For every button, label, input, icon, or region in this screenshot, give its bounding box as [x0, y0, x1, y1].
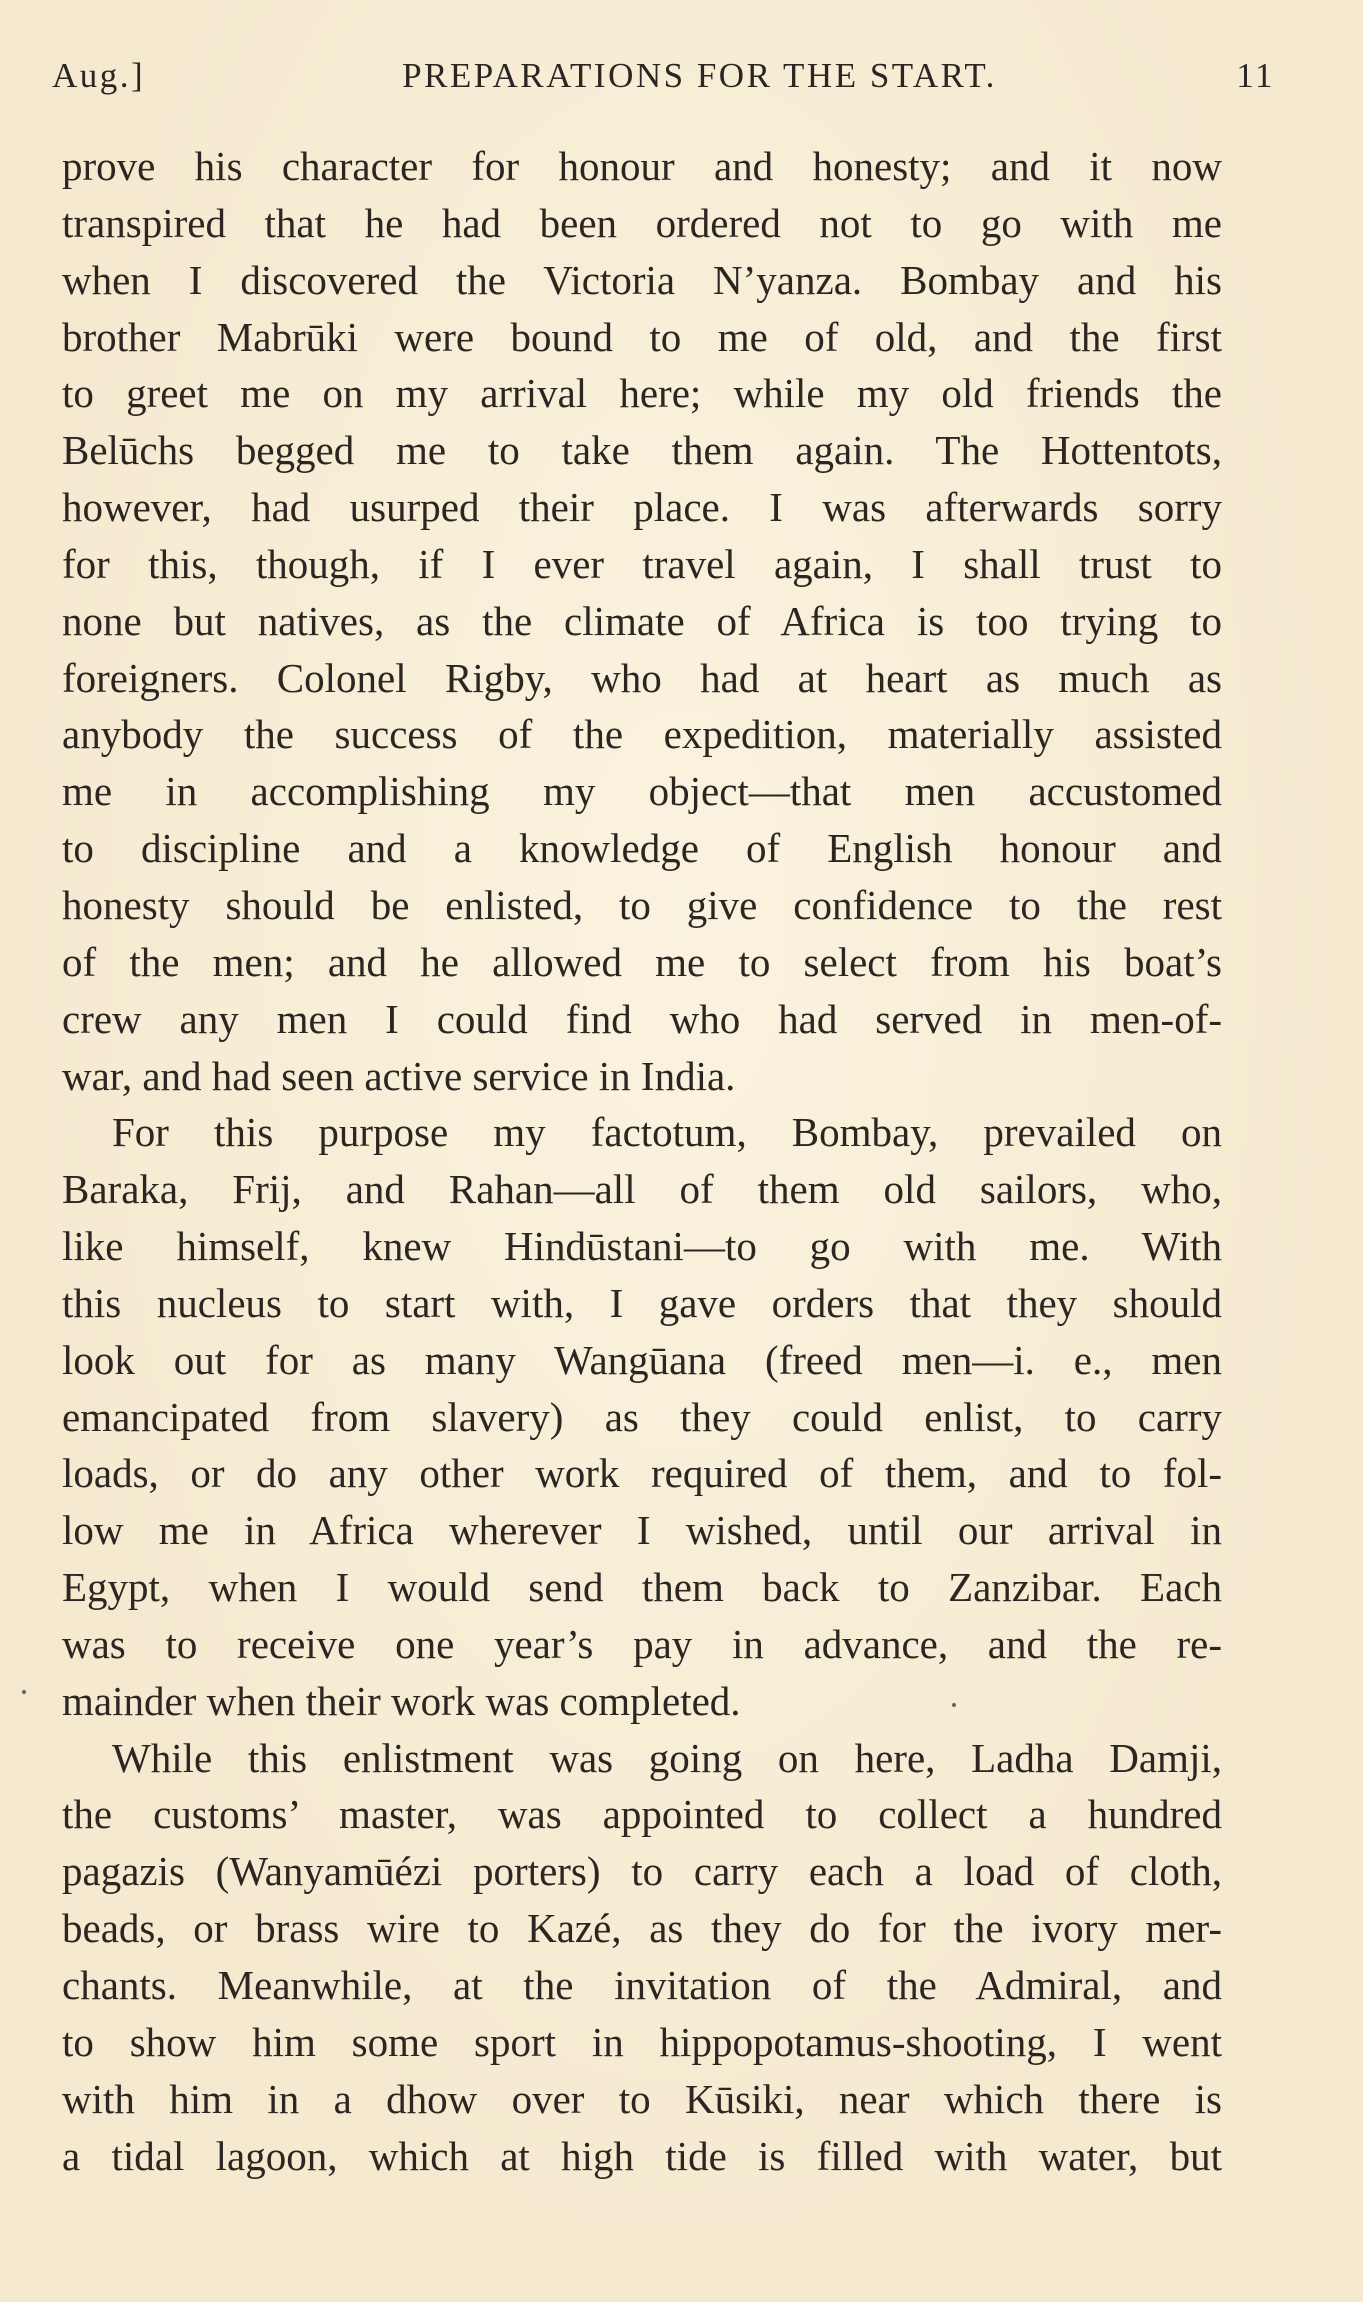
- text-line: brother Mabrūki were bound to me of old, and the first: [62, 313, 1222, 360]
- text-line: chants. Meanwhile, at the invitation of the Admiral, and: [62, 1962, 1222, 2008]
- text-line: anybody the success of the expedition, materially assisted: [62, 711, 1222, 758]
- body-text: [62, 138, 1222, 2184]
- paper-fleck: [952, 1703, 956, 1707]
- text-line: honesty should be enlisted, to give confidence to the rest: [62, 881, 1222, 928]
- page-number: 11: [1236, 56, 1275, 95]
- text-line: Egypt, when I would send them back to Zanzibar. Each: [62, 1564, 1222, 1611]
- text-line: Belūchs begged me to take them again. The Hottentots,: [62, 427, 1222, 474]
- text-line: the customs’ master, was appointed to collect a hundred: [62, 1791, 1222, 1838]
- text-line: to show him some sport in hippopotamus-shooting, I went: [62, 2018, 1222, 2065]
- text-line: was to receive one year’s pay in advance, and the re-: [62, 1620, 1222, 1667]
- text-line: a tidal lagoon, which at high tide is filled with water, but: [62, 2132, 1222, 2179]
- text-line: me in accomplishing my object—that men accustomed: [62, 768, 1222, 815]
- text-line: to greet me on my arrival here; while my old friends the: [62, 370, 1222, 417]
- chapter-title: PREPARATIONS FOR THE START.: [402, 56, 997, 95]
- text-line: loads, or do any other work required of them, and to fol-: [62, 1450, 1222, 1497]
- text-line: crew any men I could find who had served in men-of-: [62, 995, 1222, 1042]
- text-line: to discipline and a knowledge of English honour and: [62, 825, 1222, 872]
- text-line: While this enlistment was going on here, Ladha Damji,: [112, 1734, 1222, 1781]
- text-line: foreigners. Colonel Rigby, who had at heart as much as: [62, 654, 1222, 701]
- text-line: like himself, knew Hindūstani—to go with me. With: [62, 1223, 1222, 1270]
- header-month: Aug.]: [52, 56, 146, 95]
- text-line: emancipated from slavery) as they could enlist, to carry: [62, 1393, 1222, 1440]
- text-line: prove his character for honour and honesty; and it now: [62, 143, 1222, 189]
- text-line: this nucleus to start with, I gave orders that they should: [62, 1279, 1222, 1326]
- running-head: [52, 56, 1311, 106]
- text-line: Baraka, Frij, and Rahan—all of them old sailors, who,: [62, 1166, 1222, 1213]
- text-line: transpired that he had been ordered not to go with me: [62, 199, 1222, 246]
- text-line: war, and had seen active service in India.: [62, 1052, 736, 1099]
- text-line: for this, though, if I ever travel again, I shall trust to: [62, 540, 1222, 587]
- text-line: beads, or brass wire to Kazé, as they do for the ivory mer-: [62, 1905, 1222, 1952]
- text-line: For this purpose my factotum, Bombay, prevailed on: [112, 1109, 1222, 1156]
- text-line: when I discovered the Victoria N’yanza. Bombay and his: [62, 256, 1222, 303]
- paper-fleck: [22, 1690, 26, 1694]
- text-line: of the men; and he allowed me to select from his boat’s: [62, 938, 1222, 985]
- text-line: with him in a dhow over to Kūsiki, near which there is: [62, 2075, 1222, 2122]
- text-line: none but natives, as the climate of Africa is too trying to: [62, 597, 1222, 644]
- text-line: however, had usurped their place. I was afterwards sorry: [62, 484, 1222, 531]
- text-line: look out for as many Wangūana (freed men—i. e., men: [62, 1336, 1222, 1383]
- text-line: mainder when their work was completed.: [62, 1677, 741, 1724]
- text-line: pagazis (Wanyamūézi porters) to carry each a load of cloth,: [62, 1848, 1222, 1895]
- text-line: low me in Africa wherever I wished, until our arrival in: [62, 1507, 1222, 1554]
